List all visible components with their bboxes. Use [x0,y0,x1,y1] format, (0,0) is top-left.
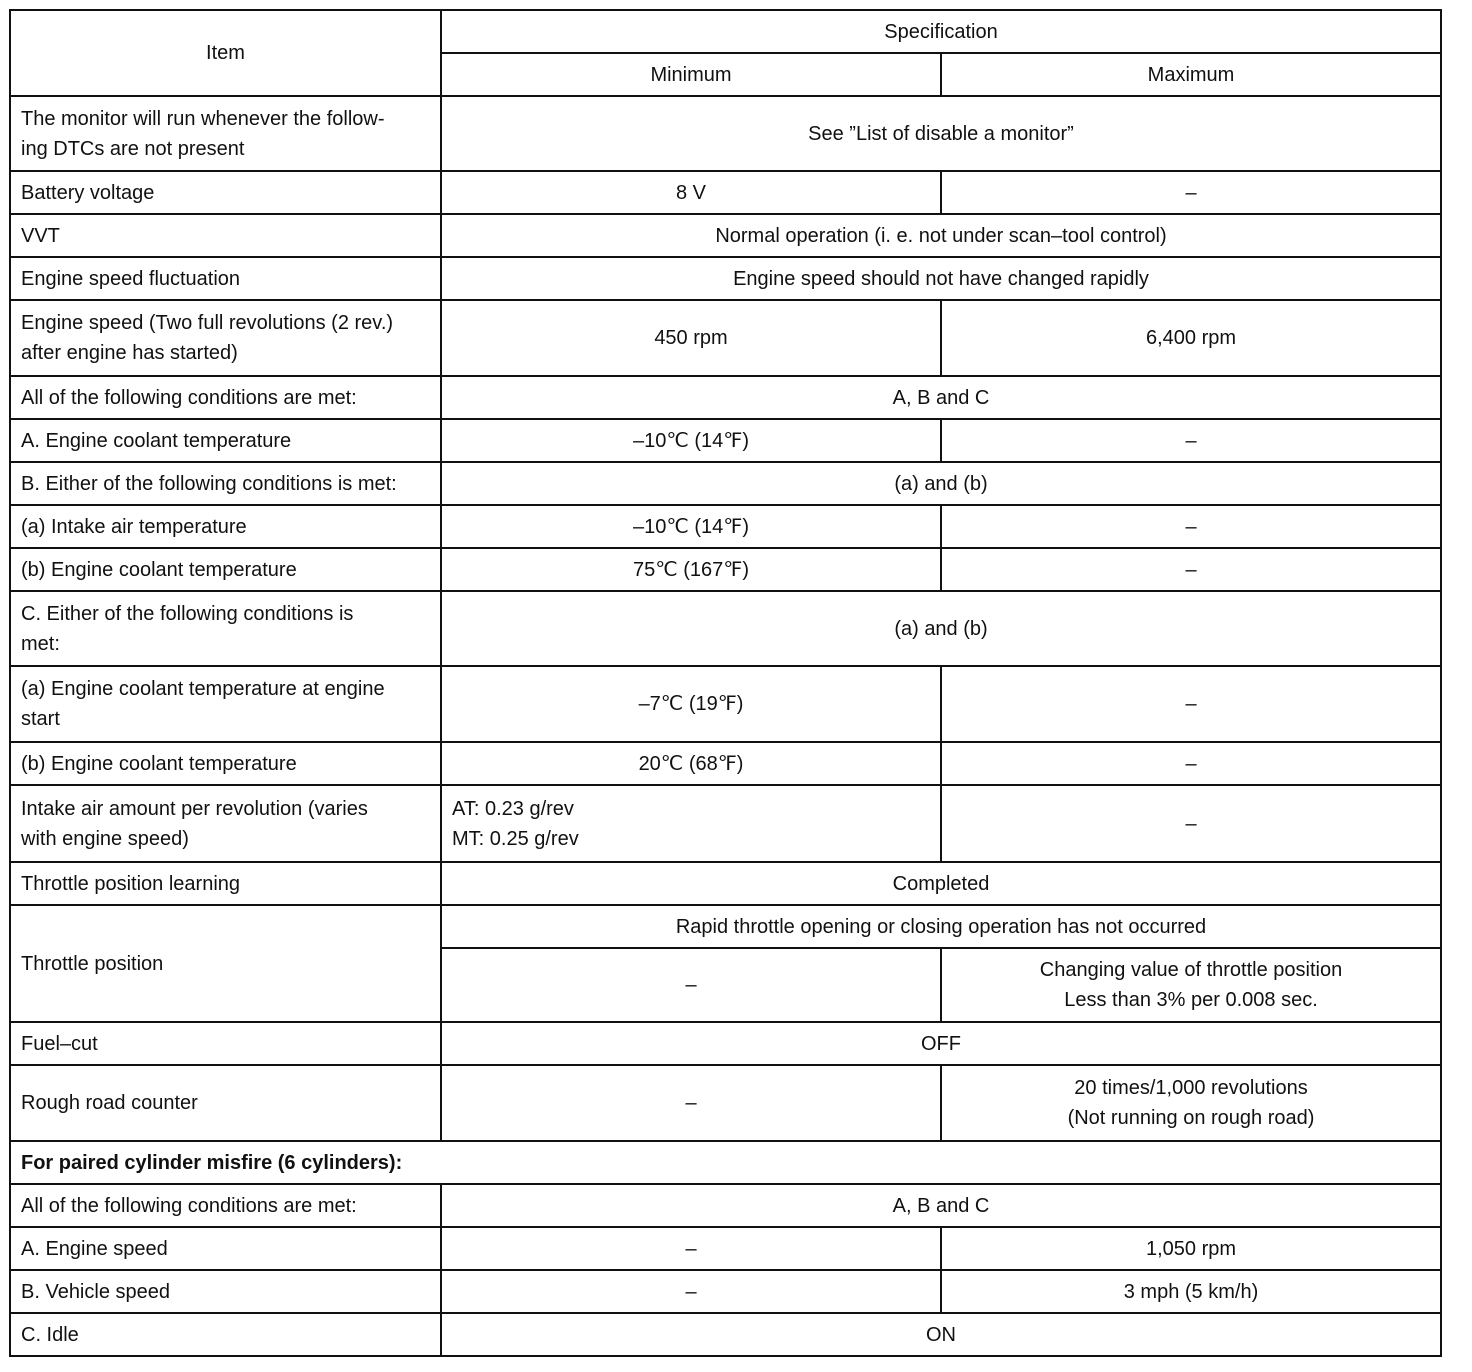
table-row [10,505,1441,548]
table-row [10,300,1441,376]
table-row [10,96,1441,171]
min-cell: – [441,948,941,1022]
spec-cell: Engine speed should not have changed rapidly [441,257,1441,300]
item-cell: Engine speed fluctuation [10,257,441,300]
item-line: Intake air amount per revolution (varies [21,797,368,820]
table-row [10,257,1441,300]
max-cell: – [941,171,1441,214]
min-cell: 8 V [441,171,941,214]
spec-cell: Completed [441,862,1441,905]
item-cell: VVT [10,214,441,257]
table-row [10,419,1441,462]
table-row [10,905,1441,948]
header-maximum: Maximum [941,53,1441,96]
min-cell: 450 rpm [441,300,941,376]
spec-cell: Normal operation (i. e. not under scan–tool control) [441,214,1441,257]
item-line: ing DTCs are not present [21,137,245,160]
item-cell [10,785,441,862]
item-cell: (a) Intake air temperature [10,505,441,548]
table-row [10,214,1441,257]
item-line: with engine speed) [21,827,189,850]
table-row [10,171,1441,214]
min-cell: –10℃ (14℉) [441,505,941,548]
table-row [10,1313,1441,1356]
max-cell: – [941,419,1441,462]
spec-cell: A, B and C [441,1184,1441,1227]
min-line-at: AT: 0.23 g/rev [452,797,574,820]
min-cell: – [441,1227,941,1270]
item-cell: All of the following conditions are met: [10,376,441,419]
spec-cell: ON [441,1313,1441,1356]
item-cell: A. Engine coolant temperature [10,419,441,462]
item-cell: A. Engine speed [10,1227,441,1270]
table-row [10,1065,1441,1141]
min-cell: 20℃ (68℉) [441,742,941,785]
item-cell: Throttle position [10,905,441,1022]
spec-cell: OFF [441,1022,1441,1065]
table-row [10,785,1441,862]
item-cell: Fuel–cut [10,1022,441,1065]
min-cell: – [441,1270,941,1313]
max-cell: 3 mph (5 km/h) [941,1270,1441,1313]
item-line: C. Either of the following conditions is [21,602,354,625]
item-cell [10,666,441,742]
max-line: (Not running on rough road) [1067,1107,1315,1129]
min-cell [441,785,941,862]
table-row [10,742,1441,785]
item-cell [10,300,441,376]
table-row [10,1184,1441,1227]
min-cell: 75℃ (167℉) [441,548,941,591]
header-row [10,10,1441,53]
table-row [10,1022,1441,1065]
max-cell [941,948,1441,1022]
max-cell: – [941,548,1441,591]
min-line-mt: MT: 0.25 g/rev [452,827,579,850]
table-row [10,1270,1441,1313]
max-cell: – [941,505,1441,548]
item-cell: Throttle position learning [10,862,441,905]
spec-cell: (a) and (b) [441,462,1441,505]
item-cell: (b) Engine coolant temperature [10,548,441,591]
table-row [10,666,1441,742]
spec-cell: See ”List of disable a monitor” [441,96,1441,171]
min-cell: – [441,1065,941,1141]
item-cell [10,96,441,171]
spec-cell: Rapid throttle opening or closing operation has not occurred [441,905,1441,948]
item-line: after engine has started) [21,342,238,364]
min-cell: –7℃ (19℉) [441,666,941,742]
min-cell: –10℃ (14℉) [441,419,941,462]
max-cell: 6,400 rpm [941,300,1441,376]
table-row [10,462,1441,505]
max-cell: – [941,666,1441,742]
item-line: Engine speed (Two full revolutions (2 rev.) [21,312,394,334]
spec-cell: (a) and (b) [441,591,1441,666]
table-row [10,548,1441,591]
table-row [10,591,1441,666]
table-row [10,862,1441,905]
specification-table [9,9,1442,1357]
item-cell: B. Either of the following conditions is met: [10,462,441,505]
item-line: start [21,708,60,730]
item-cell [10,591,441,666]
max-line: Less than 3% per 0.008 sec. [1064,989,1318,1011]
table-row [10,1227,1441,1270]
spec-cell: A, B and C [441,376,1441,419]
max-line: Changing value of throttle position [1039,959,1343,981]
header-specification: Specification [441,10,1441,53]
item-cell: Rough road counter [10,1065,441,1141]
max-cell [941,1065,1441,1141]
header-item: Item [10,10,441,96]
section-header-row [10,1141,1441,1184]
table-row [10,376,1441,419]
max-line: 20 times/1,000 revolutions [1074,1077,1308,1099]
item-cell: All of the following conditions are met: [10,1184,441,1227]
section-header: For paired cylinder misfire (6 cylinders): [10,1141,1441,1184]
item-cell: C. Idle [10,1313,441,1356]
max-cell: – [941,742,1441,785]
item-cell: Battery voltage [10,171,441,214]
header-minimum: Minimum [441,53,941,96]
item-cell: (b) Engine coolant temperature [10,742,441,785]
item-line: The monitor will run whenever the follow- [21,107,385,130]
max-cell: 1,050 rpm [941,1227,1441,1270]
item-line: met: [21,632,60,655]
max-cell: – [941,785,1441,862]
item-cell: B. Vehicle speed [10,1270,441,1313]
item-line: (a) Engine coolant temperature at engine [21,678,385,700]
